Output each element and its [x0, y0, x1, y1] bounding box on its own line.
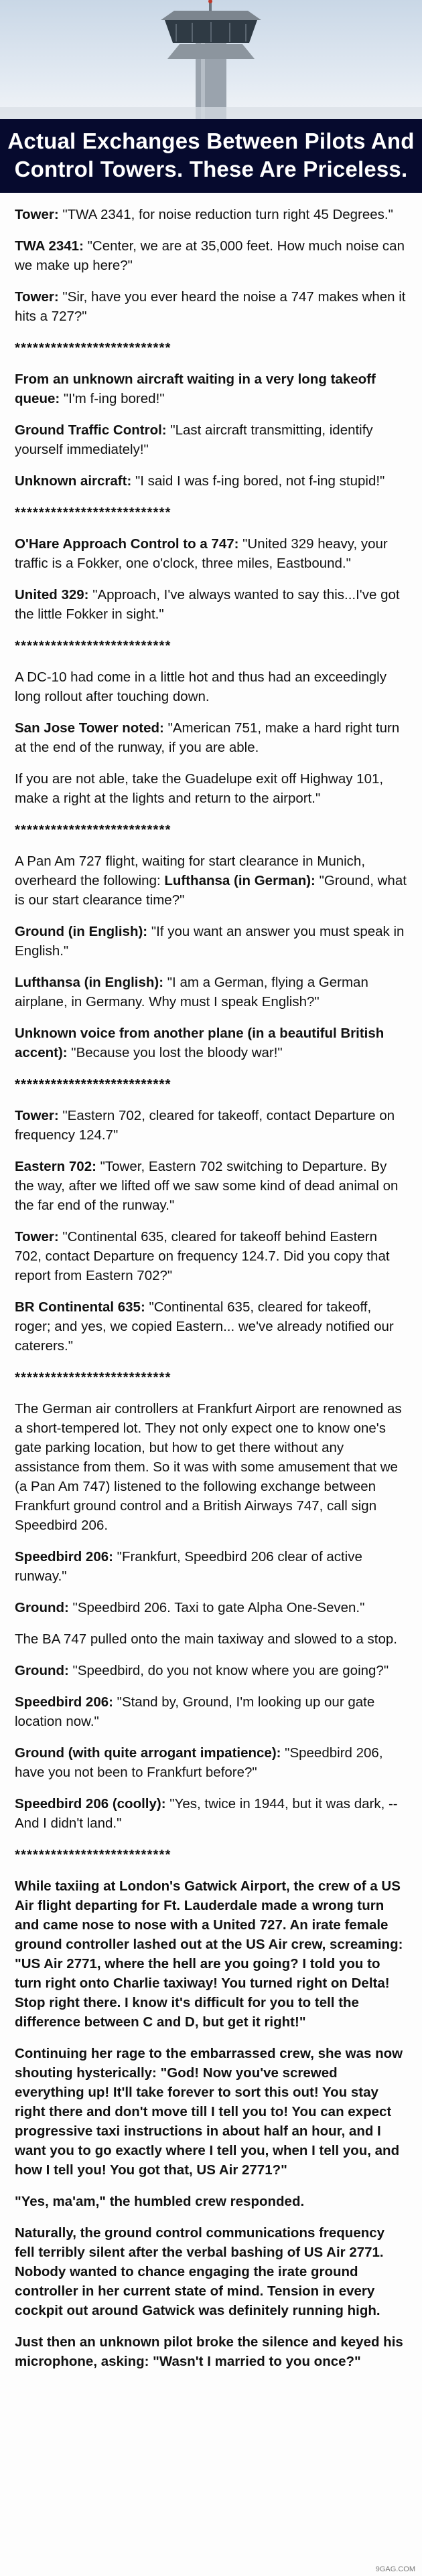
speaker-label: Lufthansa (in German): — [164, 873, 315, 888]
dialogue-text: "I am a German, flying a German airplane, in Germany. Why must I speak English?" — [15, 975, 368, 1010]
dialogue-text: "I'm f-ing bored!" — [60, 391, 165, 406]
dialogue-text: "Sir, have you ever heard the noise a 747 makes when it hits a 727?" — [15, 289, 406, 324]
separator: ************************** — [15, 1076, 171, 1092]
dialogue-text: "Last aircraft transmitting, identify yourself immediately!" — [15, 422, 373, 457]
story-paragraph — [15, 1743, 407, 1782]
dialogue-text: "Because you lost the bloody war!" — [67, 1045, 283, 1060]
story-paragraph — [15, 1661, 407, 1680]
speaker-label: Ground (with quite arrogant impatience): — [15, 1745, 281, 1761]
speaker-label: Ground: — [15, 1663, 69, 1678]
dialogue-text: "Tower, Eastern 702 switching to Departure. By the way, after we lifted off we saw some kind of dead animal on the far end of the runway." — [15, 1159, 399, 1213]
dialogue-text: "Approach, I've always wanted to say this...I've got the little Fokker in sight." — [15, 587, 400, 622]
story-body — [0, 193, 422, 2390]
dialogue-text: "Yes, twice in 1944, but it was dark, -- And I didn't land." — [15, 1796, 398, 1831]
story-paragraph — [15, 420, 407, 459]
separator: ************************** — [15, 1847, 171, 1862]
story-paragraph — [15, 205, 407, 224]
speaker-label: Ground (in English): — [15, 924, 148, 939]
speaker-label: Tower: — [15, 1229, 59, 1244]
story-paragraph — [15, 1106, 407, 1145]
dialogue-text: "TWA 2341, for noise reduction turn right 45 Degrees." — [58, 207, 393, 222]
separator: ************************** — [15, 340, 171, 355]
dialogue-text: A Pan Am 727 flight, waiting for start clearance in Munich, overheard the following: — [15, 854, 366, 888]
story-paragraph — [15, 667, 407, 706]
dialogue-text: "I said I was f-ing bored, not f-ing stupid!" — [131, 473, 385, 489]
story-paragraph — [15, 852, 407, 910]
story-paragraph — [15, 718, 407, 757]
dialogue-text: "United 329 heavy, your traffic is a Fokker, one o'clock, three miles, Eastbound." — [15, 536, 388, 571]
speaker-label: San Jose Tower noted: — [15, 720, 164, 736]
story-paragraph — [15, 585, 407, 624]
control-tower-photo — [0, 0, 422, 119]
dialogue-text: "Continental 635, cleared for takeoff behind Eastern 702, contact Departure on frequency 124.7. Did you copy that report from Eastern 702?" — [15, 1229, 390, 1283]
story-paragraph — [15, 1024, 407, 1062]
speaker-label: BR Continental 635: — [15, 1299, 145, 1315]
story-paragraph — [15, 471, 407, 491]
dialogue-text: "Speedbird 206, have you not been to Frankfurt before?" — [15, 1745, 383, 1780]
speaker-label: Lufthansa (in English): — [15, 975, 164, 990]
story-paragraph — [15, 236, 407, 275]
speaker-label: Tower: — [15, 1108, 59, 1123]
story-paragraph — [15, 1227, 407, 1285]
speaker-label: Tower: — [15, 289, 59, 305]
story-paragraph — [15, 370, 407, 408]
story-paragraph: "Yes, ma'am," the humbled crew responded. — [15, 2194, 305, 2209]
dialogue-text: "Center, we are at 35,000 feet. How much noise can we make up here?" — [15, 238, 405, 273]
story-paragraph: Just then an unknown pilot broke the silence and keyed his microphone, asking: "Wasn't I married to you once?" — [15, 2334, 403, 2369]
separator: ************************** — [15, 638, 171, 653]
speaker-label: From an unknown aircraft waiting in a very long takeoff queue: — [15, 372, 376, 406]
story-paragraph — [15, 287, 407, 326]
story-paragraph — [15, 1629, 407, 1649]
story-paragraph: Continuing her rage to the embarrassed crew, she was now shouting hysterically: "God! Now you've screwed everything up! It'll take forever to sort this out! You stay right there and don't move till I tell you to! You can expect progressive taxi instructions in about half an hour, and I want you to go exactly where I tell you, when I tell you, and how I tell you! You got that, US Air 2771?" — [15, 2046, 403, 2178]
story-paragraph — [15, 1157, 407, 1215]
separator: ************************** — [15, 505, 171, 520]
dialogue-text: The German air controllers at Frankfurt Airport are renowned as a short-tempered lot. They not only expect one to know one's gate parking location, but how to get there without any assistance from them. So it was with some amusement that we (a Pan Am 747) listened to the following exchange between Frankfurt ground control and a British Airways 747, call sign Speedbird 206. — [15, 1401, 402, 1533]
speaker-label: Eastern 702: — [15, 1159, 96, 1174]
story-paragraph: While taxiing at London's Gatwick Airport, the crew of a US Air flight departing for Ft. Lauderdale made a wrong turn and came nose to nose with a United 727. An irate female ground controller lashed out at the US Air crew, screaming: "US Air 2771, where the hell are you going? I told you to turn right onto Charlie taxiway! You turned right on Delta! Stop right there. I know it's difficult for you to tell the difference between C and D, but get it right!" — [15, 1878, 403, 2030]
separator: ************************** — [15, 822, 171, 837]
dialogue-text: "Ground, what is our start clearance time?" — [15, 873, 407, 908]
dialogue-text: If you are not able, take the Guadelupe exit off Highway 101, make a right at the lights and return to the airport." — [15, 771, 384, 806]
dialogue-text: "American 751, make a hard right turn at the end of the runway, if you are able. — [15, 720, 400, 755]
separator: ************************** — [15, 1370, 171, 1385]
story-paragraph — [15, 1692, 407, 1731]
dialogue-text: "Continental 635, cleared for takeoff, roger; and yes, we copied Eastern... we've already notified our caterers." — [15, 1299, 394, 1354]
speaker-label: Tower: — [15, 207, 59, 222]
story-paragraph — [15, 534, 407, 573]
dialogue-text: "Stand by, Ground, I'm looking up our gate location now." — [15, 1694, 375, 1729]
speaker-label: Unknown voice from another plane (in a beautiful British accent): — [15, 1026, 384, 1060]
speaker-label: Speedbird 206: — [15, 1694, 113, 1710]
story-paragraph — [15, 1598, 407, 1617]
watermark: 9GAG.COM — [375, 2565, 415, 2573]
story-paragraph: Naturally, the ground control communications frequency fell terribly silent after the verbal bashing of US Air 2771. Nobody wanted to chance engaging the irate ground controller in her current state of mind. Tension in every cockpit out around Gatwick was definitely running high. — [15, 2225, 385, 2318]
story-paragraph — [15, 1547, 407, 1586]
dialogue-text: A DC-10 had come in a little hot and thus had an exceedingly long rollout after touching down. — [15, 669, 386, 704]
speaker-label: Unknown aircraft: — [15, 473, 132, 489]
story-paragraph — [15, 1399, 407, 1535]
speaker-label: Ground: — [15, 1600, 69, 1615]
dialogue-text: The BA 747 pulled onto the main taxiway and slowed to a stop. — [15, 1631, 397, 1647]
speaker-label: Speedbird 206 (coolly): — [15, 1796, 166, 1812]
story-paragraph — [15, 769, 407, 808]
speaker-label: TWA 2341: — [15, 238, 84, 254]
dialogue-text: "Speedbird 206. Taxi to gate Alpha One-Seven." — [68, 1600, 365, 1615]
control-tower-illustration — [0, 0, 422, 119]
dialogue-text: "If you want an answer you must speak in English." — [15, 924, 405, 959]
headline: Actual Exchanges Between Pilots And Control Towers. These Are Priceless. — [0, 119, 422, 193]
dialogue-text: "Eastern 702, cleared for takeoff, contact Departure on frequency 124.7" — [15, 1108, 395, 1143]
dialogue-text: "Frankfurt, Speedbird 206 clear of active runway." — [15, 1549, 362, 1584]
story-paragraph — [15, 1794, 407, 1833]
speaker-label: Ground Traffic Control: — [15, 422, 167, 438]
story-paragraph — [15, 973, 407, 1012]
story-paragraph — [15, 922, 407, 961]
speaker-label: Speedbird 206: — [15, 1549, 113, 1564]
speaker-label: O'Hare Approach Control to a 747: — [15, 536, 239, 552]
story-paragraph — [15, 1297, 407, 1356]
dialogue-text: "Speedbird, do you not know where you are going?" — [68, 1663, 389, 1678]
speaker-label: United 329: — [15, 587, 89, 602]
